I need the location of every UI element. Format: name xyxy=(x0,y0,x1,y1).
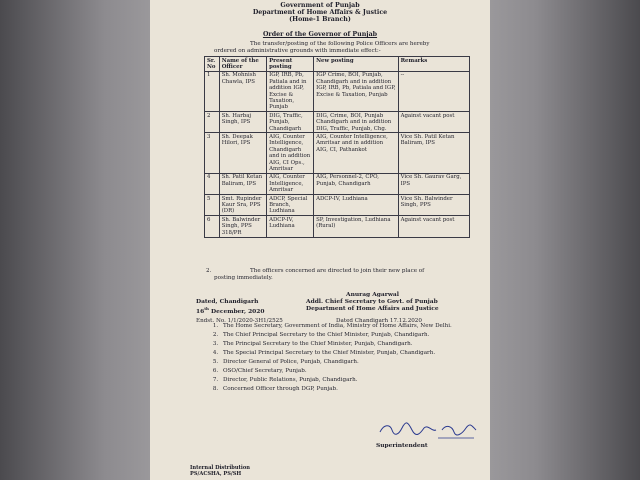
distribution-line: PS/ACSHA, PS/SH xyxy=(190,470,242,477)
superintendent-label: Superintendent xyxy=(376,442,428,449)
cell-remarks: -- xyxy=(398,71,469,111)
cell-new: ADCP-IV, Ludhiana xyxy=(314,195,398,216)
cell-remarks: Vice Sh. Gaurav Garg, IPS xyxy=(398,173,469,194)
header-present-posting: Present posting xyxy=(267,57,314,72)
header-officer-name: Name of the Officer xyxy=(219,57,266,72)
background-right xyxy=(490,0,640,480)
order-title: Order of the Governor of Punjab xyxy=(262,31,378,38)
cell-new: DIG, Crime, BOI, Punjab Chandigarh and in addition DIG, Traffic, Punjab, Chg. xyxy=(314,112,398,133)
cell-name: Smt. Rupinder Kaur Sra, PPS (DR) xyxy=(219,195,266,216)
list-item: 2. The Chief Principal Secretary to the Chief Minister, Punjab, Chandigarh. xyxy=(220,332,488,339)
cell-name: Sh. Harbaj Singh, IPS xyxy=(219,112,266,133)
intro-line-1: The transfer/posting of the following Police Officers are hereby xyxy=(250,41,430,47)
signatory-name: Anurag Agarwal xyxy=(346,291,399,298)
cell-present: DIG, Traffic, Punjab, Chandigarh xyxy=(267,112,314,133)
para2-line-2: posting immediately. xyxy=(214,275,273,281)
cell-present: AIG, Counter Intelligence, Chandigarh and in addition AIG, CI Ops., Amritsar xyxy=(267,133,314,173)
table-row xyxy=(205,195,470,216)
header-new-posting: New posting xyxy=(314,57,398,72)
cell-present: ADCP-IV, Ludhiana xyxy=(267,216,314,237)
cell-remarks: Against vacant post xyxy=(398,216,469,237)
cell-sr: 4 xyxy=(205,173,220,194)
list-item: 3. The Principal Secretary to the Chief Minister, Punjab, Chandigarh. xyxy=(220,341,488,348)
cell-new: SP, Investigation, Ludhiana (Rural) xyxy=(314,216,398,237)
cell-remarks: Vice Sh. Patil Ketan Baliram, IPS xyxy=(398,133,469,173)
table-row xyxy=(205,133,470,173)
list-item: 6. OSO/Chief Secretary, Punjab. xyxy=(220,368,488,375)
header-branch: (Home-1 Branch) xyxy=(289,16,351,23)
cell-remarks: Against vacant post xyxy=(398,112,469,133)
signatory-designation-2: Department of Home Affairs and Justice xyxy=(306,305,439,312)
cell-sr: 3 xyxy=(205,133,220,173)
cell-present: IGP, IRB, Pb, Patiala and in addition IGP, Excise & Taxation, Punjab xyxy=(267,71,314,111)
table-row xyxy=(205,173,470,194)
table-row xyxy=(205,71,470,111)
table-row xyxy=(205,216,470,237)
cell-new: AIG, Counter Intelligence, Amritsar and in addition AIG, CI, Pathankot xyxy=(314,133,398,173)
cell-sr: 5 xyxy=(205,195,220,216)
cell-remarks: Vice Sh. Balwinder Singh, PPS xyxy=(398,195,469,216)
header-government: Government of Punjab xyxy=(280,2,360,9)
cell-name: Sh. Patil Ketan Baliram, IPS xyxy=(219,173,266,194)
copy-to-list xyxy=(210,323,488,395)
list-item: 1. The Home Secretary, Government of India, Ministry of Home Affairs, New Delhi. xyxy=(220,323,488,330)
header-sr-no: Sr. No xyxy=(205,57,220,72)
distribution-title: Internal Distribution xyxy=(190,465,250,471)
list-item: 5. Director General of Police, Punjab, Chandigarh. xyxy=(220,359,488,366)
order-document xyxy=(150,0,490,480)
cell-new: IGP Crime, BOI, Punjab, Chandigarh and in addition IGP, IRB, Pb, Patiala and IGP, Excise & Taxation, Punjab xyxy=(314,71,398,111)
cell-sr: 6 xyxy=(205,216,220,237)
dated-place: Dated, Chandigarh xyxy=(196,298,259,305)
internal-distribution xyxy=(190,466,250,477)
cell-new: AIG, Personnel-2, CPO, Punjab, Chandigarh xyxy=(314,173,398,194)
cell-present: AIG, Counter Intelligence, Amritsar xyxy=(267,173,314,194)
para2-line-1: The officers concerned are directed to join their new place of xyxy=(250,268,425,274)
cell-sr: 1 xyxy=(205,71,220,111)
cell-present: ADCP, Special Branch, Ludhiana xyxy=(267,195,314,216)
background-left xyxy=(0,0,150,480)
signatory-designation-1: Addl. Chief Secretary to Govt. of Punjab xyxy=(306,298,438,305)
cell-name: Sh. Deepak Hilori, IPS xyxy=(219,133,266,173)
header-remarks: Remarks xyxy=(398,57,469,72)
list-item: 4. The Special Principal Secretary to the Chief Minister, Punjab, Chandigarh. xyxy=(220,350,488,357)
cell-name: Sh. Mohnish Chawla, IPS xyxy=(219,71,266,111)
handwritten-signature xyxy=(378,418,478,442)
cell-name: Sh. Balwinder Singh, PPS 318/PR xyxy=(219,216,266,237)
cell-sr: 2 xyxy=(205,112,220,133)
transfer-table xyxy=(204,56,470,238)
intro-line-2: ordered on administrative grounds with immediate effect:- xyxy=(214,48,381,54)
dated-date: 16th December, 2020 xyxy=(196,306,265,315)
table-header-row xyxy=(205,57,470,72)
list-item: 7. Director, Public Relations, Punjab, Chandigarh. xyxy=(220,377,488,384)
table-row xyxy=(205,112,470,133)
list-item: 8. Concerned Officer through DGP, Punjab. xyxy=(220,386,488,393)
header-department: Department of Home Affairs & Justice xyxy=(252,9,388,16)
para2-number: 2. xyxy=(206,268,212,274)
endorsement-date: Dated Chandigarh 17.12.2020 xyxy=(336,318,422,324)
endorsement-number: Endst. No. 1/1/2020-3H1/2525 xyxy=(196,318,283,324)
